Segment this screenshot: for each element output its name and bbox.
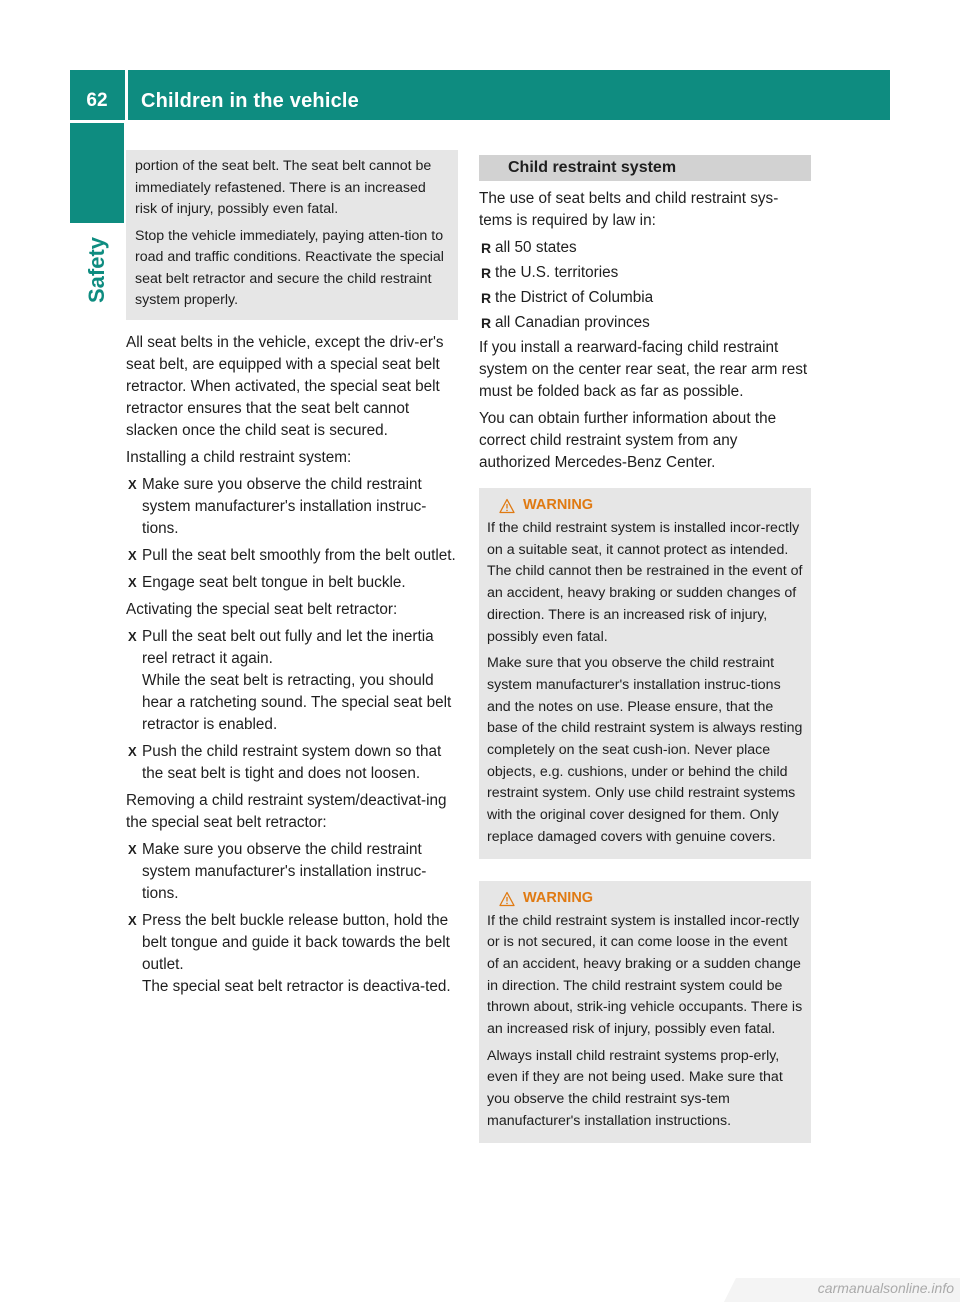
warning-continued-text: Stop the vehicle immediately, paying atten-tion to road and traffic conditions. Reactivate the special seat belt retractor and secure the child restraint system properly. bbox=[135, 227, 444, 308]
step-text: Make sure you observe the child restraint system manufacturer's installation instruc-tions. bbox=[142, 840, 427, 902]
list-item bbox=[479, 237, 811, 259]
step-text: Engage seat belt tongue in belt buckle. bbox=[142, 573, 406, 591]
warning-header bbox=[487, 887, 803, 911]
step-note: The special seat belt retractor is deactiva-ted. bbox=[142, 977, 451, 995]
remove-heading: Removing a child restraint system/deactivat-ing the special seat belt retractor: bbox=[126, 791, 447, 831]
right-column bbox=[479, 155, 811, 1143]
list-item bbox=[479, 312, 811, 334]
step-arrow-icon: X bbox=[128, 841, 137, 857]
list-item-text: the U.S. territories bbox=[495, 264, 619, 281]
warning-box bbox=[479, 488, 811, 859]
warning-continued-text: portion of the seat belt. The seat belt cannot be immediately refastened. There is an increased risk of injury, possibly even fatal. bbox=[135, 158, 432, 217]
instruction-step bbox=[126, 545, 458, 567]
instruction-step bbox=[126, 839, 458, 905]
step-arrow-icon: X bbox=[128, 547, 137, 563]
list-item-text: all Canadian provinces bbox=[495, 314, 650, 331]
instruction-step bbox=[126, 626, 458, 736]
bullet-icon: R bbox=[481, 265, 492, 281]
warning-text: Make sure that you observe the child restraint system manufacturer's installation instruc-tions and the notes on use. Please ensure, that the base of the child restraint system is always resting completely on the seat cush-ion. Never place objects, e.g. cushions, under or behind the child restraint system. Only use child restraint systems with the original cover designed for them. Only replace damaged covers with genuine covers. bbox=[487, 655, 803, 845]
instruction-step bbox=[126, 741, 458, 785]
page-title: Children in the vehicle bbox=[141, 90, 359, 112]
bullet-icon: R bbox=[481, 290, 492, 306]
warning-text: If the child restraint system is installed incor-rectly on a suitable seat, it cannot protect as intended. The child cannot then be restrained in the event of an accident, heavy braking or sudden changes of direction. There is an increased risk of injury, possibly even fatal. bbox=[487, 520, 803, 645]
step-note: While the seat belt is retracting, you should hear a ratcheting sound. The special seat belt retractor is enabled. bbox=[142, 671, 452, 733]
page-number: 62 bbox=[86, 90, 108, 111]
warning-text: Always install child restraint systems prop-erly, even if they are not being used. Make sure that you observe the child restraint sys-tem manufacturer's installation instructions. bbox=[487, 1047, 783, 1129]
install-heading: Installing a child restraint system: bbox=[126, 448, 352, 466]
list-item-text: all 50 states bbox=[495, 239, 577, 256]
step-text: Make sure you observe the child restraint system manufacturer's installation instruc-tions. bbox=[142, 475, 427, 537]
step-text: Push the child restraint system down so that the seat belt is tight and does not loosen. bbox=[142, 742, 442, 782]
section-heading: Child restraint system bbox=[479, 155, 811, 181]
activate-heading: Activating the special seat belt retractor: bbox=[126, 600, 398, 618]
warning-title: WARNING bbox=[523, 889, 594, 906]
warning-header bbox=[487, 494, 803, 518]
list-item bbox=[479, 262, 811, 284]
step-text: Pull the seat belt smoothly from the belt outlet. bbox=[142, 546, 456, 564]
sidebar-label: Safety bbox=[84, 236, 109, 304]
header-divider bbox=[125, 70, 128, 120]
warning-text: If the child restraint system is installed incor-rectly or is not secured, it can come loose in the event of an accident, heavy braking or a sudden change in direction. The child restraint system could be thrown about, strik-ing vehicle occupants. There is an increased risk of injury, possibly even fatal. bbox=[487, 912, 803, 1038]
footer-watermark bbox=[724, 1278, 960, 1302]
step-text: Pull the seat belt out fully and let the inertia reel retract it again. bbox=[142, 627, 434, 667]
warning-triangle-icon bbox=[499, 891, 515, 907]
watermark-text: carmanualsonline.info bbox=[817, 1280, 954, 1296]
step-arrow-icon: X bbox=[128, 476, 137, 492]
instruction-step bbox=[126, 474, 458, 540]
warning-box bbox=[479, 881, 811, 1143]
step-text: Press the belt buckle release button, hold the belt tongue and guide it back towards the belt outlet. bbox=[142, 911, 450, 973]
warning-continued-box bbox=[126, 150, 458, 320]
bullet-icon: R bbox=[481, 315, 492, 331]
step-arrow-icon: X bbox=[128, 628, 137, 644]
rearward-paragraph: If you install a rearward-facing child restraint system on the center rear seat, the rear arm rest must be folded back as far as possible. bbox=[479, 339, 808, 400]
sidebar-block bbox=[70, 123, 124, 223]
instruction-step bbox=[126, 572, 458, 594]
bullet-icon: R bbox=[481, 240, 492, 256]
step-arrow-icon: X bbox=[128, 574, 137, 590]
warning-triangle-icon bbox=[499, 498, 515, 514]
warning-title: WARNING bbox=[523, 497, 594, 514]
info-paragraph: You can obtain further information about the correct child restraint system from any authorized Mercedes-Benz Center. bbox=[479, 410, 777, 471]
list-item bbox=[479, 287, 811, 309]
intro-paragraph: All seat belts in the vehicle, except the driv-er's seat belt, are equipped with a special seat belt retractor. When activated, the special seat belt retractor ensures that the seat belt cannot slacken once the child seat is secured. bbox=[126, 333, 444, 439]
step-arrow-icon: X bbox=[128, 912, 137, 928]
step-arrow-icon: X bbox=[128, 743, 137, 759]
law-intro: The use of seat belts and child restraint sys-tems is required by law in: bbox=[479, 190, 779, 229]
left-column bbox=[126, 150, 458, 1003]
list-item-text: the District of Columbia bbox=[495, 289, 654, 306]
instruction-step bbox=[126, 910, 458, 998]
